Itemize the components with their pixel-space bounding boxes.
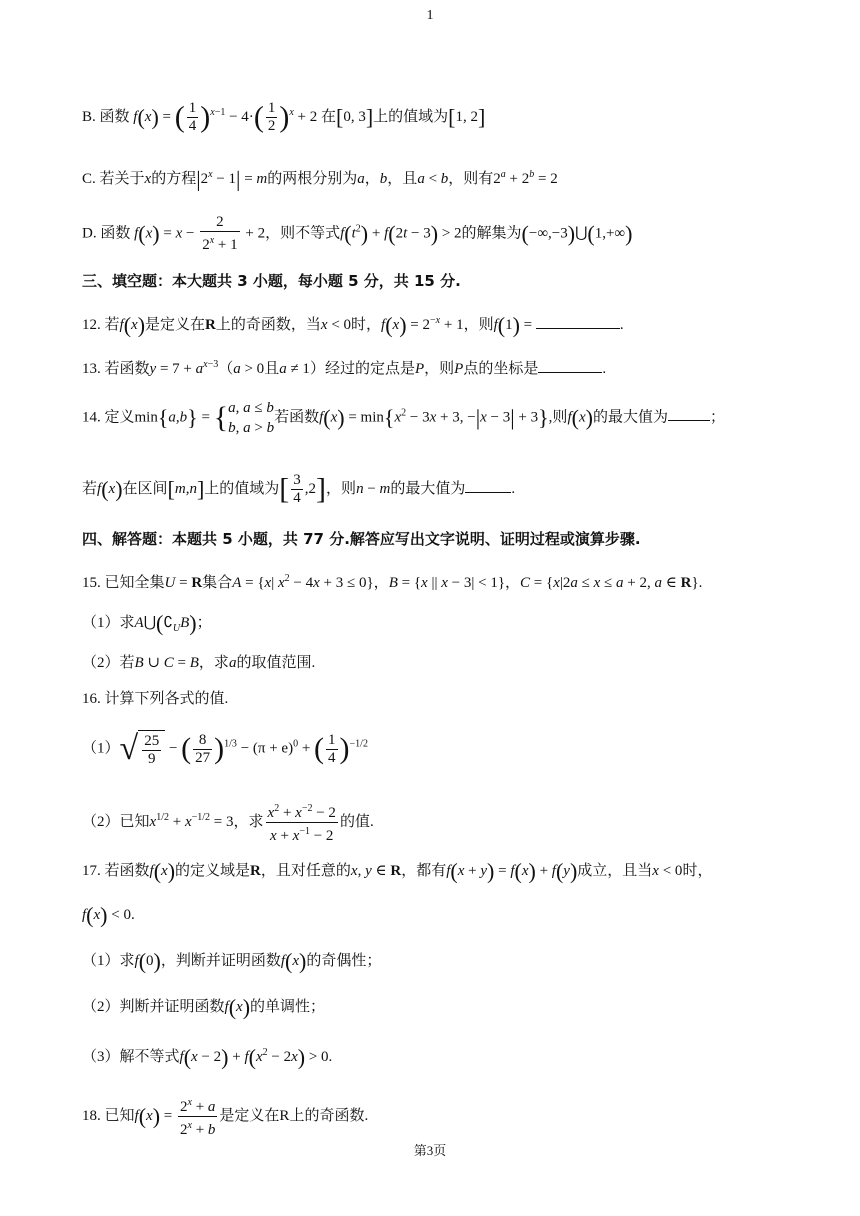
question-text: 时， [351,317,382,333]
answer-blank[interactable] [538,358,602,373]
question-text: 定义 [104,409,135,426]
option-label: C. [82,171,96,187]
question-text: 是定义在 [145,317,206,333]
question-14-line2: 若f(x)在区间[m,n]上的值域为[ $\frac{3}{4}$ ,2]，则n − m的最大值为 . [82,472,516,506]
question-text: 上的值域为 [204,480,280,497]
question-text: 的最大值为 [390,480,466,497]
page-number: 1 [426,8,434,23]
question-text: R [279,1107,290,1124]
question-15-part1: （1）求$A⋃(∁_UB)$； [82,610,212,636]
question-text: （1）求 [82,615,135,631]
question-text: 若 [82,480,98,497]
question-text: 已知 [104,1107,135,1124]
option-d: D. 函数 f(x) = x − $\frac{2}{2^x + 1}$ + 2，则不等式$f(t^2) + f(2t - 3) > 2$的解集为(−∞,−3)⋃(1,+∞) [82,214,633,253]
question-text: 集合 [202,575,233,591]
question-text: 是定义在 [219,1107,280,1124]
question-text: ； [709,409,725,426]
section-title: 四、解答题：本题共 5 小题，共 77 分.解答应写出文字说明、证明过程或演算步骤. [82,530,641,548]
question-text: 已知全集 [104,575,165,591]
question-text: （3）解不等式 [82,1049,180,1065]
question-text: （1）求 [82,953,135,969]
answer-blank[interactable] [465,478,511,493]
question-text: 的定义域是 [175,863,251,879]
option-text: 在 [320,108,336,125]
question-text: 计算下列各式的值. [104,691,229,707]
question-text: 点的坐标是 [463,361,539,377]
question-text: 若函数 [274,409,320,426]
answer-blank[interactable] [668,406,710,421]
question-text: 的最大值为 [592,409,668,426]
question-text: 时， [682,863,713,879]
question-17: 17. 若函数f(x)的定义域是R，且对任意的x, y ∈ R，都有f(x + y) = f(x) + f(y)成立，且当x < 0时， [82,858,713,884]
option-c: C. 若关于x的方程$|2^x - 1| = m$的两根分别为a，b，且a < b，则有$2^a + 2^b = 2$ [82,166,558,192]
question-text: 若函数 [104,361,150,377]
question-text: ，都有 [401,863,447,879]
question-number: 13. [82,361,101,377]
option-text: ，则不等式 [265,225,341,242]
question-17-part3: （3）解不等式$f(x - 2) + f(x^2 - 2x) > 0$. [82,1044,333,1070]
question-text: ，求 [233,813,264,830]
question-text: ，则 [424,361,455,377]
option-text: ，且 [387,171,418,187]
question-16-part2: （2）已知$x^{1/2} + x^{-1/2} = 3$，求 $\frac{x^2 + x^{-2} - 2}{x + x^{-1} - 2}$ 的值. [82,800,374,845]
question-text: （1） [82,740,120,757]
question-text: 上的奇函数，当 [215,317,321,333]
question-text: 的奇偶性； [306,953,382,969]
option-label: B. [82,108,96,125]
option-text: 函数 [99,108,130,125]
question-17-part2: （2）判断并证明函数f(x)的单调性； [82,994,326,1020]
question-text: （2）若 [82,655,135,671]
question-15-part2: （2）若B ∪ C = B，求a的取值范围. [82,655,316,671]
question-number: 16. [82,691,101,707]
point-label: P [414,361,425,377]
question-text: ，且对任意的 [260,863,351,879]
question-text: （ [218,361,234,377]
option-label: D. [82,225,97,242]
question-text: 上的奇函数. [289,1107,369,1124]
question-16-part1: （1）√ $\frac{25}{9}$ − ( $\frac{8}{27}$ )$^{1/3} - (\pi + e)^0$ + ( $\frac{1}{4}$ )$^{-1/2}$ [82,730,368,767]
section-title: 三、填空题：本大题共 3 小题，每小题 5 分，共 15 分. [82,272,461,290]
question-text: ,则 [548,409,568,426]
answer-blank[interactable] [536,314,620,329]
question-18: 18. 已知f(x) = $\frac{2^x + a}{2^x + b}$ 是定义在R上的奇函数. [82,1094,368,1139]
option-text: 函数 [100,225,131,242]
question-text: 且 [264,361,280,377]
option-text: ， [364,171,380,187]
question-text: （2）已知 [82,813,150,830]
question-12: 12. 若f(x)是定义在R上的奇函数，当x < 0时，$f(x) = 2^{-x} + 1$，则f(1) = . [82,312,624,338]
question-text: 在区间 [122,480,168,497]
question-text: 的取值范围. [236,655,316,671]
question-text: ，判断并证明函数 [160,953,281,969]
option-b: B. 函数 f(x) = ( $\frac{1}{4}$ )$^{x-1}$ − 4·( $\frac{1}{2}$ )$^x$ + 2 在[0, 3]上的值域为[1, 2] [82,100,486,134]
option-text: 的解集为 [461,225,522,242]
question-14: 14. 定义min{a,b} = { a, a ≤ b b, a > b 若函数$f(x) = \min\{x^2 - 3x + 3$, −|x − 3| + 3},则f(x)的最大值为 ； [82,400,725,436]
page-footer: 第3页 [413,1143,447,1158]
question-text: ）经过的定点是 [309,361,415,377]
option-text: ，则有 [448,171,494,187]
option-text: 的两根分别为 [267,171,358,187]
question-17-cond: f(x) < 0. [82,902,135,928]
question-number: 15. [82,575,101,591]
question-text: 成立，且当 [577,863,653,879]
question-text: 若函数 [104,863,150,879]
question-number: 14. [82,409,101,426]
question-number: 12. [82,317,101,333]
option-text: 若关于 [99,171,145,187]
option-text: 上的值域为 [373,108,449,125]
question-number: 18. [82,1107,101,1124]
point-label: P [454,361,464,377]
question-number: 17. [82,863,101,879]
question-text: 若 [104,317,120,333]
option-text: 的方程 [151,171,197,187]
question-text: ，求 [198,655,229,671]
question-text: ，则 [326,480,357,497]
question-text: ，则 [463,317,494,333]
question-text: 的单调性； [250,999,326,1015]
question-text: 的值. [339,813,374,830]
question-17-part1: （1）求f(0)，判断并证明函数f(x)的奇偶性； [82,948,382,974]
question-15: 15. 已知全集U = R集合A = {x| $x^2 - 4x + 3 \le 0$}，B = {x || x − 3| < 1}，C = {x|2a ≤ x ≤ a + 2, a ∈ R}. [82,573,703,591]
question-text: （2）判断并证明函数 [82,999,225,1015]
question-16 [82,688,228,710]
question-13: 13. 若函数$y = 7 + a^{x-3}(a > 0$且a ≠ 1）经过的定点是P，则P点的坐标是 . [82,359,607,377]
